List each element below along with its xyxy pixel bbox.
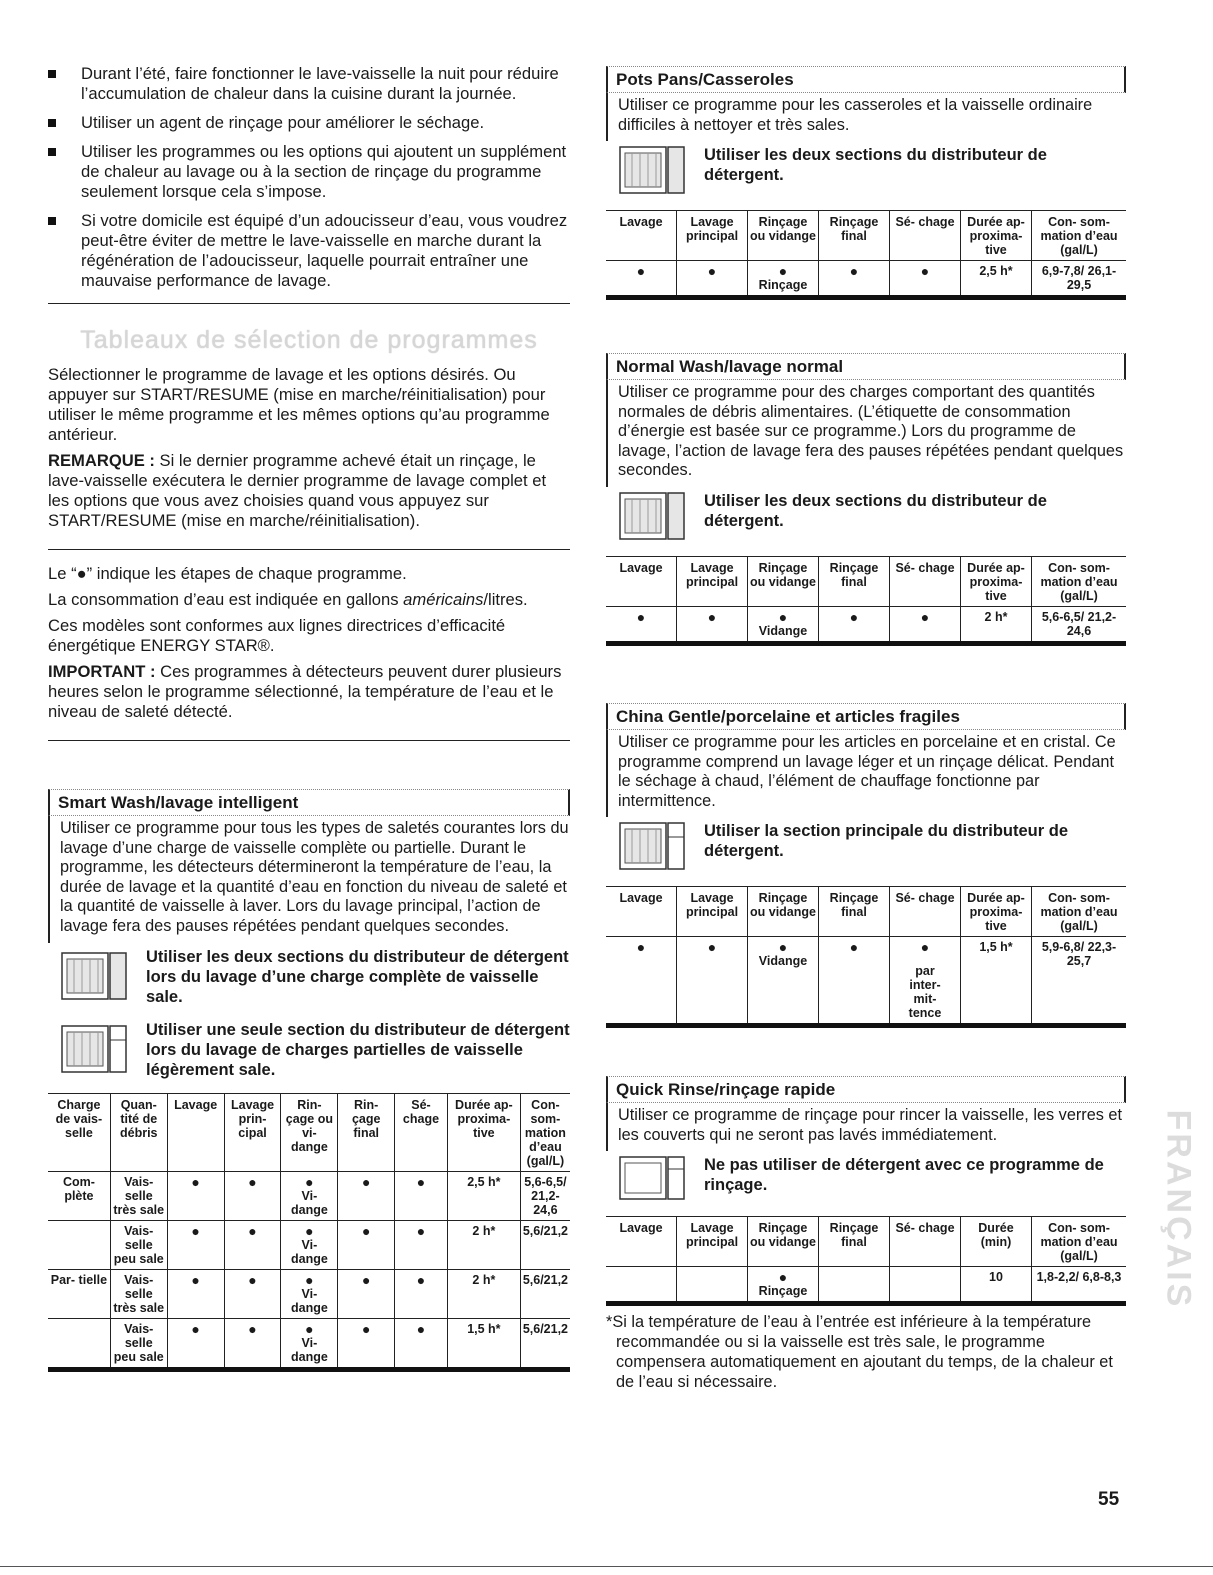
detergent-instruction [618,491,1126,548]
program-title: Quick Rinse/rinçage rapide [606,1076,1126,1103]
program-title: Normal Wash/lavage normal [606,353,1126,380]
remarque-note: REMARQUE : Si le dernier programme achevé était un rinçage, le lave-vaisselle exécutera le dernier programme de lavage complet et les options que vous avez choisies quand vous appuyez sur START/RESUME (mise en marche/réinitialisation). [48,451,547,530]
table-header: Rin- çage ou vi- dange [281,1093,338,1171]
section-title: Tableaux de sélection de programmes [80,326,538,354]
dispenser-main-icon [618,821,686,878]
program-description: Utiliser ce programme pour des charges comportant des quantités normales de débris alimentaires. (L’étiquette de consommation d’énergie est basée sur ce programme.) Lors du programme de lavage, l’action de lavage fera des pauses répétées pendant quelques secondes. [606,380,1126,487]
dispenser-both-icon [618,491,686,548]
table-row: Par- tielle Vais- selle très sale ● ● ● Vi- dange ● ● 2 h* 5,6/21,2 [48,1269,570,1318]
dispenser-both-icon [618,145,686,202]
language-side-tab: FRANÇAIS [1159,1109,1198,1310]
legend-water-text: La consommation d’eau est indiquée en gallons américains/litres. [48,590,528,609]
dispenser-main-icon [60,1020,128,1085]
energy-star-text: Ces modèles sont conformes aux lignes directrices d’efficacité énergétique ENERGY STAR®. [48,616,506,655]
instruction-text: Utiliser une seule section du distributeur de détergent lors du lavage de charges partielles de vaisselle légèrement sale. [146,1020,570,1079]
program-description: Utiliser ce programme pour tous les types de saletés courantes lors du lavage d’une charge de vaisselle complète ou partielle. Durant le programme, les détecteurs détermineront la température de l’eau, la durée de lavage et la quantité d’eau en fonction du niveau de saleté et la quantité de vaisselle à laver. Lors du lavage principal, l’action de lavage fera des pauses répétées pendant quelques secondes. [48,816,570,943]
divider [48,740,570,741]
instruction-text: Utiliser les deux sections du distributeur de détergent. [704,491,1047,530]
table-row: ● ● ● Vidange ● ● 2 h* 5,6-6,5/ 21,2-24,6 [606,606,1126,641]
divider [48,303,570,304]
instruction-text: Utiliser la section principale du distributeur de détergent. [704,822,1068,861]
dispenser-both-icon [60,947,128,1012]
smart-wash-box [48,789,570,1372]
quick-rinse-box [606,1076,1126,1392]
instruction-text: Ne pas utiliser de détergent avec ce programme de rinçage. [704,1156,1104,1195]
left-column [48,64,570,741]
table-row: ● Rinçage 10 1,8-2,2/ 6,8-8,3 [606,1267,1126,1302]
table-row: Vais- selle peu sale ● ● ● Vi- dange ● ● 2 h* 5,6/21,2 [48,1220,570,1269]
program-title: Pots Pans/Casseroles [606,66,1126,93]
intro-text: Sélectionner le programme de lavage et les options désirés. Ou appuyer sur START/RESUME (mise en marche/réinitialisation) pour utiliser le même programme et les mêmes options qu’au programme antérieur. [48,365,550,444]
instruction-text: Utiliser les deux sections du distributeur de détergent lors du lavage d’une charge complète de vaisselle sale. [146,947,569,1006]
divider [48,549,570,550]
instruction-text: Utiliser les deux sections du distributeur de détergent. [704,146,1047,185]
program-title: China Gentle/porcelaine et articles fragiles [606,703,1126,730]
table-header: Sé- chage [395,1093,448,1171]
table-row: ● ● ● Vidange ● ● par inter- mit- tence 1,5 h* 5,9-6,8/ 22,3-25,7 [606,937,1126,1024]
important-note: IMPORTANT : Ces programmes à détecteurs peuvent durer plusieurs heures selon le programme sélectionné, la température de l’eau et le niveau de saleté détecté. [48,662,562,721]
bullet-square-icon [48,148,56,156]
detergent-instruction [60,947,570,1012]
detergent-instruction [618,145,1126,202]
detergent-instruction [60,1020,570,1085]
table-header: Durée ap- proxima- tive [447,1093,520,1171]
cycle-table: Lavage Lavage principal Rinçage ou vidange Rinçage final Sé- chage Durée ap- proxima- tive Con- som- mation d’eau (gal/L) ● ● ● Vidange ● ● 2 h* 5,6-6,5/ 21,2-24,6 [606,556,1126,646]
china-gentle-box [606,703,1126,1028]
bullet-square-icon [48,217,56,225]
detergent-instruction [618,1155,1126,1208]
program-description: Utiliser ce programme pour les articles en porcelaine et en cristal. Ce programme comprend un lavage léger et un rinçage délicat. Pendant le séchage à chaud, l’élément de chauffage fonctionne par intermittence. [606,730,1126,817]
table-header: Quan- tité de débris [110,1093,167,1171]
list-item: Utiliser les programmes ou les options qui ajoutent un supplément de chaleur au lavage ou à la section de rinçage du programme seulement lorsque cela s’impose. [48,142,570,202]
program-title: Smart Wash/lavage intelligent [48,789,570,816]
table-header: Rin- çage final [338,1093,395,1171]
list-item: Durant l’été, faire fonctionner le lave-vaisselle la nuit pour réduire l’accumulation de chaleur dans la cuisine durant la journée. [48,64,570,104]
table-row: Com- plète Vais- selle très sale ● ● ● Vi- dange ● ● 2,5 h* 5,6-6,5/ 21,2-24,6 [48,1171,570,1220]
cycle-table: Lavage Lavage principal Rinçage ou vidange Rinçage final Sé- chage Durée ap- proxima- tive Con- som- mation d’eau (gal/L) ● ● ● Rinçage ● ● 2,5 h* 6,9-7,8/ 26,1-29,5 [606,210,1126,300]
table-row: ● ● ● Rinçage ● ● 2,5 h* 6,9-7,8/ 26,1-29,5 [606,261,1126,296]
cycle-table: Lavage Lavage principal Rinçage ou vidange Rinçage final Sé- chage Durée ap- proxima- tive Con- som- mation d’eau (gal/L) ● ● ● Vidange ● ● par inter- mit- tence 1,5 h* 5,9-6,8/ 22,3-25,7 [606,886,1126,1028]
table-row: Vais- selle peu sale ● ● ● Vi- dange ● ● 1,5 h* 5,6/21,2 [48,1318,570,1367]
footnote: *Si la température de l’eau à l’entrée est inférieure à la température recommandée ou si la vaisselle est très sale, le programme compensera automatiquement en ajoutant du temps, de la chaleur et de l’eau si nécessaire. [606,1313,1113,1392]
program-description: Utiliser ce programme pour les casseroles et la vaisselle ordinaire difficiles à nettoyer et très sales. [606,93,1126,141]
dispenser-empty-icon [618,1155,686,1208]
detergent-instruction [618,821,1126,878]
cycle-table [48,1093,570,1372]
table-header: Con- som- mation d’eau (gal/L) [520,1093,570,1171]
cycle-table: Lavage Lavage principal Rinçage ou vidange Rinçage final Sé- chage Durée (min) Con- som- mation d’eau (gal/L) ● Rinçage 10 1,8-2,2/ 6,8-8,3 [606,1216,1126,1306]
bottom-rule [0,1566,1213,1567]
pots-pans-box [606,66,1126,300]
table-header: Lavage prin- cipal [224,1093,281,1171]
bullet-square-icon [48,119,56,127]
program-description: Utiliser ce programme de rinçage pour rincer la vaisselle, les verres et les couverts qui ne seront pas lavés immédiatement. [606,1103,1126,1151]
table-header: Charge de vais- selle [48,1093,110,1171]
list-item: Utiliser un agent de rinçage pour améliorer le séchage. [48,113,570,133]
legend-text: Le “●” indique les étapes de chaque programme. [48,564,407,583]
bullet-list [48,64,570,291]
table-header: Lavage [167,1093,224,1171]
list-item: Si votre domicile est équipé d’un adoucisseur d’eau, vous voudrez peut-être éviter de mettre le lave-vaisselle en marche durant la régénération de l’adoucisseur, laquelle pourrait entraîner une mauvaise performance de lavage. [48,211,570,291]
bullet-square-icon [48,70,56,78]
normal-wash-box [606,353,1126,646]
page-number: 55 [1098,1489,1120,1510]
